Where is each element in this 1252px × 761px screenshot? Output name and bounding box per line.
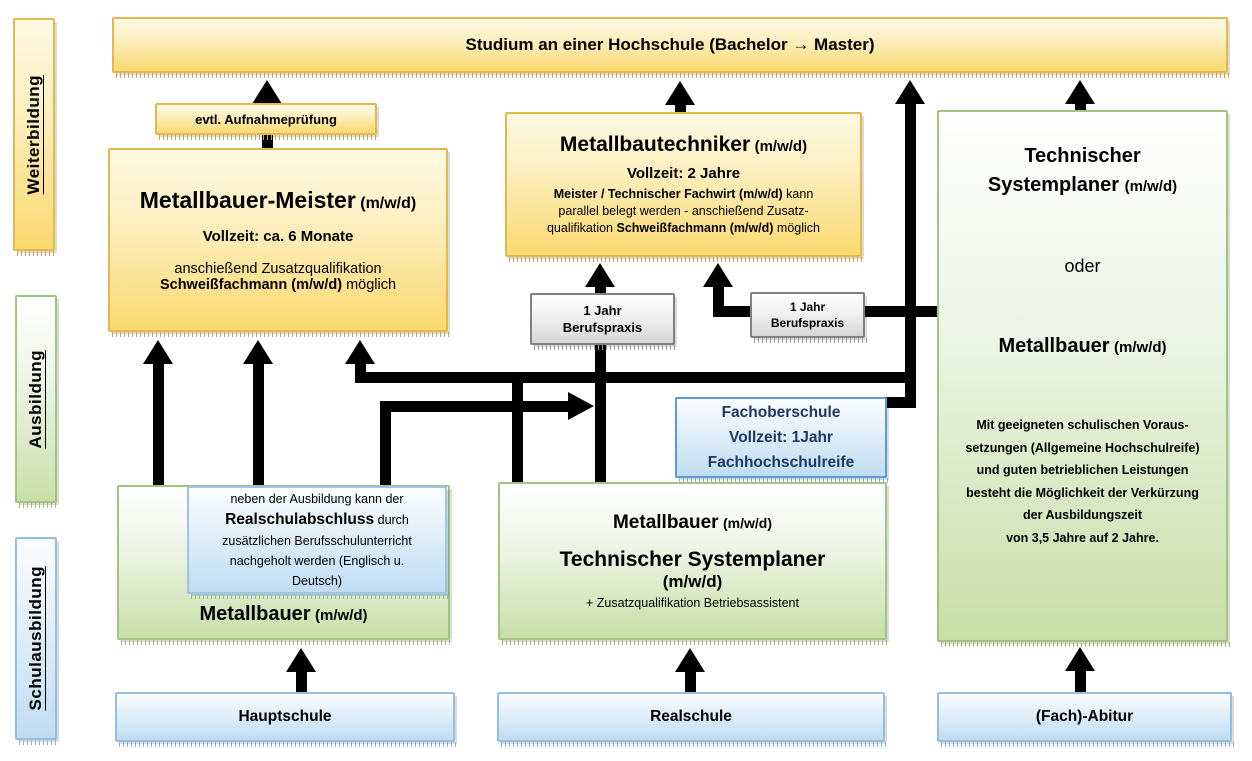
meister-line2	[160, 277, 396, 293]
node-hauptschule	[115, 692, 455, 742]
meister-line2-bold: Schweißfachmann (m/w/d)	[159, 277, 343, 293]
rightbox-metallbauer: Metallbauer	[998, 335, 1110, 357]
aufnahme-label: evtl. Aufnahmeprüfung	[195, 111, 337, 127]
schulausbildung-text: Schulausbildung	[26, 566, 45, 711]
rightbox-note-line: und guten betrieblichen Leistungen	[976, 463, 1189, 477]
node-fach-abitur	[937, 692, 1232, 742]
node-realschule	[497, 692, 885, 742]
node-berufspraxis-1	[530, 293, 675, 345]
node-berufspraxis-2	[750, 292, 865, 338]
techniker-title-suffix: (m/w/d)	[754, 137, 808, 155]
node-studium	[112, 17, 1228, 73]
inset-l3: zusätzlichen Berufsschulunterricht	[222, 534, 412, 548]
rightbox-title-line2-row	[939, 171, 1226, 201]
meister-title: Metallbauer-Meister	[139, 187, 356, 213]
inset-l4: nachgeholt werden (Englisch u.	[229, 554, 405, 568]
inset-l5: Deutsch)	[291, 574, 343, 588]
inset-l2-rest: durch	[374, 513, 409, 527]
label-weiterbildung	[13, 18, 55, 251]
rightbox-note-line: setzungen (Allgemeine Hochschulreife)	[965, 440, 1200, 455]
rightbox-note-line: von 3,5 Jahre auf 2 Jahre.	[1006, 530, 1159, 545]
rightbox-title-suffix: (m/w/d)	[1124, 178, 1178, 195]
fachober-l1: Fachoberschule	[721, 404, 841, 421]
techniker-l1-rest: kann	[782, 186, 814, 201]
rightbox-title	[939, 142, 1226, 201]
node-metallbauer-systemplaner-mitte	[498, 482, 887, 640]
techniker-title-row	[560, 133, 807, 157]
midgreen-l1-suffix: (m/w/d)	[723, 515, 773, 531]
inset-l2	[225, 509, 409, 531]
node-aufnahmepruefung	[155, 103, 377, 135]
midgreen-l2: Technischer Systemplaner	[559, 548, 826, 571]
fachober-l3: Fachhochschulreife	[707, 454, 855, 471]
hauptschule-label: Hauptschule	[238, 708, 332, 725]
node-systemplaner-oder-metallbauer	[937, 110, 1228, 642]
bp2-line1: 1 Jahr	[789, 300, 826, 314]
techniker-title: Metallbautechniker	[559, 132, 751, 156]
rightbox-note-line: Mit geeigneten schulischen Voraus-	[976, 418, 1189, 432]
node-metallbautechniker	[505, 112, 862, 257]
midgreen-l4: + Zusatzqualifikation Betriebsassistent	[586, 596, 799, 610]
meister-vollzeit: Vollzeit: ca. 6 Monate	[202, 228, 354, 245]
rightbox-note-line: der Ausbildungszeit	[1023, 508, 1142, 522]
label-ausbildung	[15, 295, 57, 503]
node-realschulabschluss-inset	[187, 486, 447, 594]
techniker-l2: parallel belegt werden - anschießend Zusatz-	[558, 203, 809, 218]
rightbox-metallbauer-row	[939, 335, 1226, 358]
midgreen-l1: Metallbauer	[612, 512, 719, 533]
techniker-l1	[554, 186, 814, 203]
meister-title-row	[140, 187, 416, 214]
leftgreen-suffix: (m/w/d)	[315, 607, 368, 624]
meister-title-suffix: (m/w/d)	[360, 195, 417, 212]
leftgreen-label: Metallbauer	[199, 603, 311, 625]
techniker-l3-pre: qualifikation	[546, 220, 617, 235]
techniker-l3-rest: möglich	[773, 220, 820, 235]
meister-line2-rest: möglich	[342, 277, 397, 293]
inset-l2-bold: Realschulabschluss	[225, 511, 375, 528]
rightbox-oder: oder	[1064, 256, 1101, 276]
fachober-l2: Vollzeit: 1Jahr	[729, 429, 833, 446]
bp1-line1: 1 Jahr	[583, 303, 622, 318]
node-fachoberschule	[675, 397, 887, 478]
techniker-vollzeit: Vollzeit: 2 Jahre	[626, 164, 741, 182]
rightbox-note	[939, 414, 1226, 549]
bp2-line2: Berufspraxis	[770, 316, 845, 330]
weiterbildung-text: Weiterbildung	[24, 74, 43, 195]
abitur-label: (Fach)-Abitur	[1035, 708, 1134, 725]
rightbox-mb-suffix: (m/w/d)	[1114, 339, 1167, 356]
midgreen-l3: (m/w/d)	[662, 572, 723, 591]
node-meister	[108, 148, 448, 332]
rightbox-title-line2: Systemplaner	[987, 174, 1120, 196]
techniker-l1-bold: Meister / Technischer Fachwirt (m/w/d)	[553, 186, 783, 201]
ausbildung-text: Ausbildung	[26, 349, 45, 449]
meister-line1: anschießend Zusatzqualifikation	[174, 261, 382, 277]
label-schulausbildung	[15, 537, 57, 740]
inset-l1: neben der Ausbildung kann der	[230, 492, 404, 506]
realschule-label: Realschule	[650, 708, 732, 725]
studium-title: Studium an einer Hochschule (Bachelor → Master)	[465, 35, 875, 54]
leftgreen-label-row	[119, 603, 448, 626]
techniker-l3	[547, 220, 820, 237]
rightbox-title-line1: Technischer	[1024, 145, 1141, 167]
midgreen-l1-row	[613, 512, 772, 534]
rightbox-note-line: besteht die Möglichkeit der Verkürzung	[966, 485, 1199, 500]
bp1-line2: Berufspraxis	[562, 320, 643, 335]
techniker-l3-bold: Schweißfachmann (m/w/d)	[616, 220, 774, 235]
